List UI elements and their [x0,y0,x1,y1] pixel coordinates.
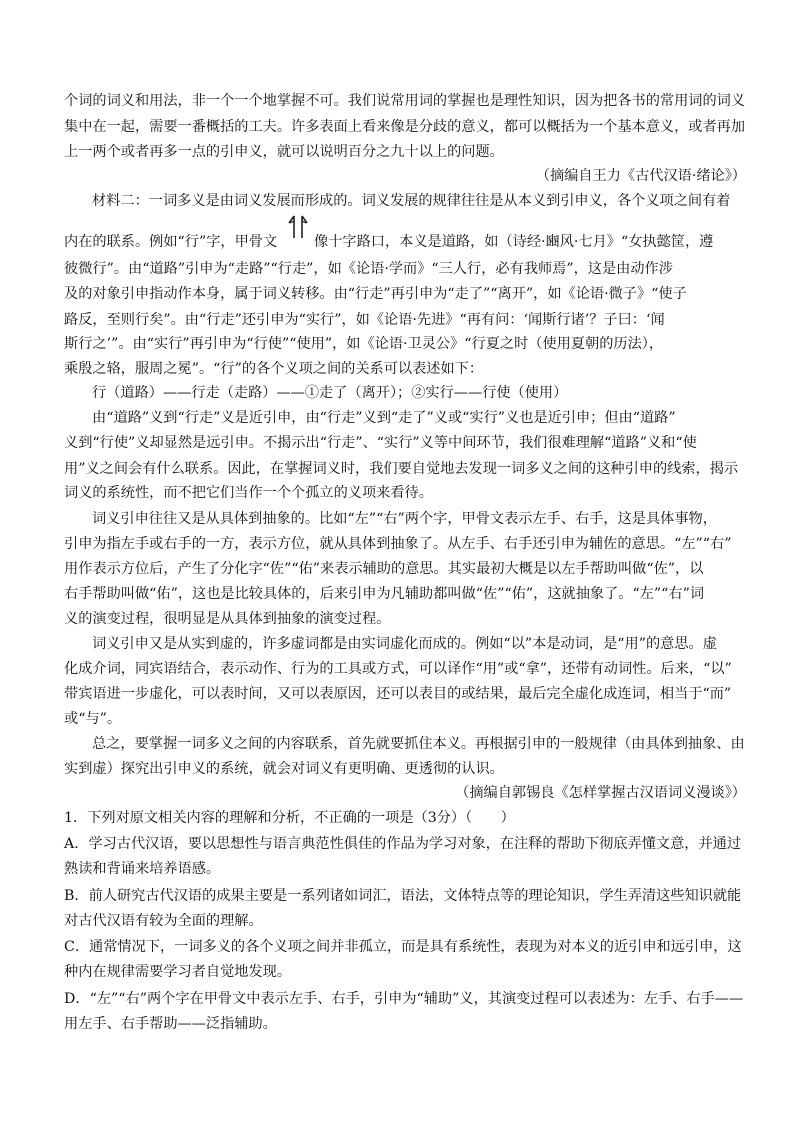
paragraph-line: 义到“行使”义却显然是远引申。不揭示出“行走”、“实行”义等中间环节，我们很难理解“道路”义和“使 [64,435,697,451]
paragraph-line: 或“与”。 [64,711,122,727]
paragraph-line: 用”义之间会有什么联系。因此，在掌握词义时，我们要自觉地去发现一词多义之间的这种引申的线索，揭示 [64,461,739,477]
paragraph-line: 内在的联系。例如“行”字，甲骨文 [64,234,278,250]
option-c: C．通常情况下，一词多义的各个义项之间并非孤立，而是具有系统性，表现为对本义的近引申和远引申，这 [64,939,742,955]
option-a: A．学习古代汉语，要以思想性与语言典范性俱佳的作品为学习对象，在注释的帮助下彻底弄懂文意，并通过 [64,836,742,852]
paragraph-line: 带宾语进一步虚化，可以表时间，又可以表原因，还可以表目的或结果，最后完全虚化成连词，相当于“而” [64,686,732,702]
option-d-continuation: 用左手、右手帮助——泛指辅助。 [64,1016,277,1032]
source-citation: （摘编自王力《古代汉语·绪论》） [535,168,746,184]
paragraph-line: 词义的系统性，而不把它们当作一个个孤立的义项来看待。 [64,485,433,501]
oracle-bone-xing-glyph-icon [287,214,309,240]
option-d: D．“左”“右”两个字在甲骨文中表示左手、右手，引申为“辅助”义，其演变过程可以表述为：左手、右手—— [64,991,744,1007]
paragraph-line: 化成介词，同宾语结合，表示动作、行为的工具或方式，可以译作“用”或“拿”，还带有动词性。后来，“以” [64,661,732,677]
relation-formula: 行（道路）——行走（走路）——①走了（离开）；②实行——行使（使用） [92,385,568,401]
paragraph-line: 个词的词义和用法，非一个一个地掌握不可。我们说常用词的掌握也是理性知识，因为把各书的常用词的词义 [64,93,746,109]
option-b: B．前人研究古代汉语的成果主要是一系列诸如词汇，语法，文体特点等的理论知识，学生弄清这些知识就能 [64,888,742,904]
option-b-continuation: 对古代汉语有较为全面的理解。 [64,913,263,929]
question-stem: 1．下列对原文相关内容的理解和分析，不正确的一项是（3分）（ ） [64,810,515,826]
paragraph-line: 彼微行”。由“道路”引申为“走路”“行走”，如《论语·学而》“三人行，必有我师焉”，这是由动作涉 [64,261,673,277]
paragraph-line: 词义引申往往又是从具体到抽象的。比如“左”“右”两个字，甲骨文表示左手、右手，这是具体事物， [92,511,717,527]
source-citation: （摘编自郭锡良《怎样掌握古汉语词义漫谈》） [455,785,746,801]
paragraph-line: 上一两个或者再多一点的引申义，就可以说明百分之九十以上的问题。 [64,144,504,160]
paragraph-line: 词义引申又是从实到虚的，许多虚词都是由实词虚化而成的。例如“以”本是动词，是“用”的意思。虚 [92,636,717,652]
option-a-continuation: 熟读和背诵来培养语感。 [64,861,221,877]
paragraph-line: 斯行之’”。由“实行”再引申为“行使”“使用”，如《论语·卫灵公》“行夏之时（使用夏朝的历法）， [64,336,664,352]
option-c-continuation: 种内在规律需要学习者自觉地发现。 [64,964,292,980]
paragraph-line: 用作表示方位后，产生了分化字“佐”“佑”来表示辅助的意思。其实最初大概是以左手帮助叫做“佐”，以 [64,561,704,577]
paragraph-line: 像十字路口，本义是道路，如（诗经·豳风·七月》“女执懿筐，遵 [314,234,714,250]
paragraph-line: 及的对象引申指动作本身，属于词义转移。由“行走”再引申为“走了”“离开”，如《论语·微子》“使子 [64,286,687,302]
paragraph-line: 乘殷之辂，服周之冕”。“行”的各个义项之间的关系可以表述如下： [64,361,484,377]
paragraph-line: 右手帮助叫做“佑”，这也是比较具体的，后来引申为凡辅助都叫做“佐”“佑”，这就抽象了。“左”“右”词 [64,586,705,602]
paragraph-line: 材料二：一词多义是由词义发展而形成的。词义发展的规律往往是从本义到引申义，各个义项之间有着 [92,193,731,209]
paragraph-line: 由“道路”义到“行走”义是近引申，由“行走”义到“走了”义或“实行”义也是近引申；但由“道路” [92,410,676,426]
paragraph-line: 实到虚）探究出引申义的系统，就会对词义有更明确、更透彻的认识。 [64,761,504,777]
paragraph-line: 总之，要掌握一词多义之间的内容联系，首先就要抓住本义。再根据引申的一般规律（由具体到抽象、由 [92,736,745,752]
paragraph-line: 集中在一起，需要一番概括的工夫。许多表面上看来像是分歧的意义，都可以概括为一个基本意义，或者再加 [64,119,746,135]
paragraph-line: 引申为指左手或右手的一方，表示方位，就从具体到抽象了。从左手、右手还引申为辅佐的意思。“左”“右” [64,536,732,552]
paragraph-line: 路反，至则行矣”。由“行走”还引申为“实行”，如《论语·先进》“再有问：‘闻斯行诸’？子曰：‘闻 [64,312,665,328]
paragraph-line: 义的演变过程，很明显是从具体到抽象的演变过程。 [64,611,391,627]
